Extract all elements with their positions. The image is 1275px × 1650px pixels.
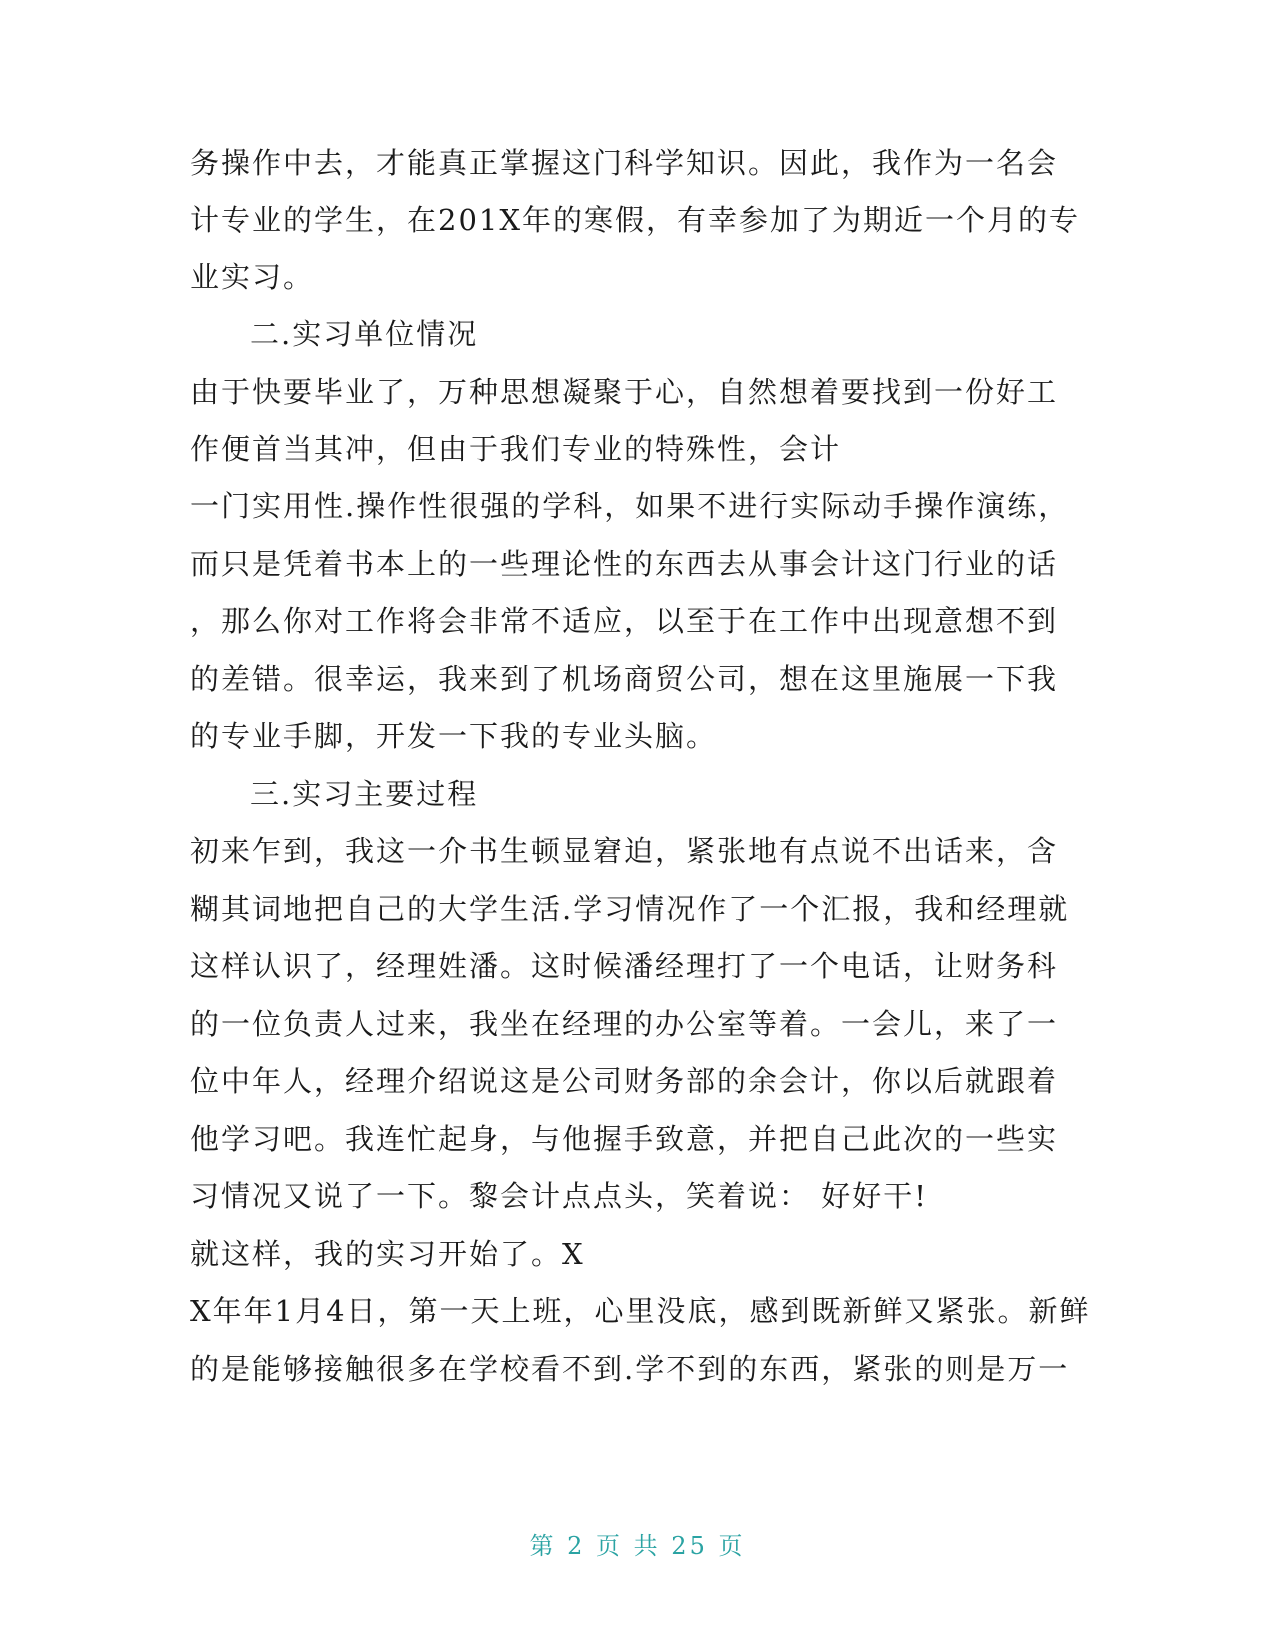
- body-text-line: 作便首当其冲，但由于我们专业的特殊性，会计: [190, 432, 842, 466]
- body-text-line: 的差错。很幸运，我来到了机场商贸公司，想在这里施展一下我: [190, 662, 1059, 696]
- body-text-line: 业实习。: [190, 260, 315, 294]
- body-text-line: 他学习吧。我连忙起身，与他握手致意，并把自己此次的一些实: [190, 1122, 1059, 1156]
- body-text-line: 的一位负责人过来，我坐在经理的办公室等着。一会儿，来了一: [190, 1007, 1059, 1041]
- body-text-line: 这样认识了，经理姓潘。这时候潘经理打了一个电话，让财务科: [190, 949, 1059, 983]
- body-text-line: ，那么你对工作将会非常不适应，以至于在工作中出现意想不到: [190, 604, 1059, 638]
- body-text-line: 计专业的学生，在201X年的寒假，有幸参加了为期近一个月的专: [190, 203, 1080, 237]
- body-text-line: 初来乍到，我这一介书生顿显窘迫，紧张地有点说不出话来，含: [190, 834, 1059, 868]
- body-text-line: 就这样，我的实习开始了。X: [190, 1237, 585, 1271]
- body-text-line: X年年1月4日，第一天上班，心里没底，感到既新鲜又紧张。新鲜: [190, 1294, 1091, 1328]
- body-text-line: 位中年人，经理介绍说这是公司财务部的余会计，你以后就跟着: [190, 1064, 1059, 1098]
- body-text-line: 务操作中去，才能真正掌握这门科学知识。因此，我作为一名会: [190, 146, 1059, 180]
- section-heading: 三.实习主要过程: [250, 777, 479, 811]
- body-text-line: 的专业手脚，开发一下我的专业头脑。: [190, 719, 718, 753]
- body-text-line: 由于快要毕业了，万种思想凝聚于心，自然想着要找到一份好工: [190, 375, 1059, 409]
- page-number-footer: 第 2 页 共 25 页: [529, 1532, 746, 1560]
- body-text-line: 一门实用性.操作性很强的学科，如果不进行实际动手操作演练，: [190, 489, 1070, 523]
- body-text-line: 而只是凭着书本上的一些理论性的东西去从事会计这门行业的话: [190, 547, 1059, 581]
- body-text-line: 的是能够接触很多在学校看不到.学不到的东西，紧张的则是万一: [190, 1352, 1070, 1386]
- section-heading: 二.实习单位情况: [250, 317, 479, 351]
- body-text-line: 糊其词地把自己的大学生活.学习情况作了一个汇报，我和经理就: [190, 892, 1070, 926]
- body-text-line: 习情况又说了一下。黎会计点点头，笑着说： 好好干!: [190, 1179, 928, 1213]
